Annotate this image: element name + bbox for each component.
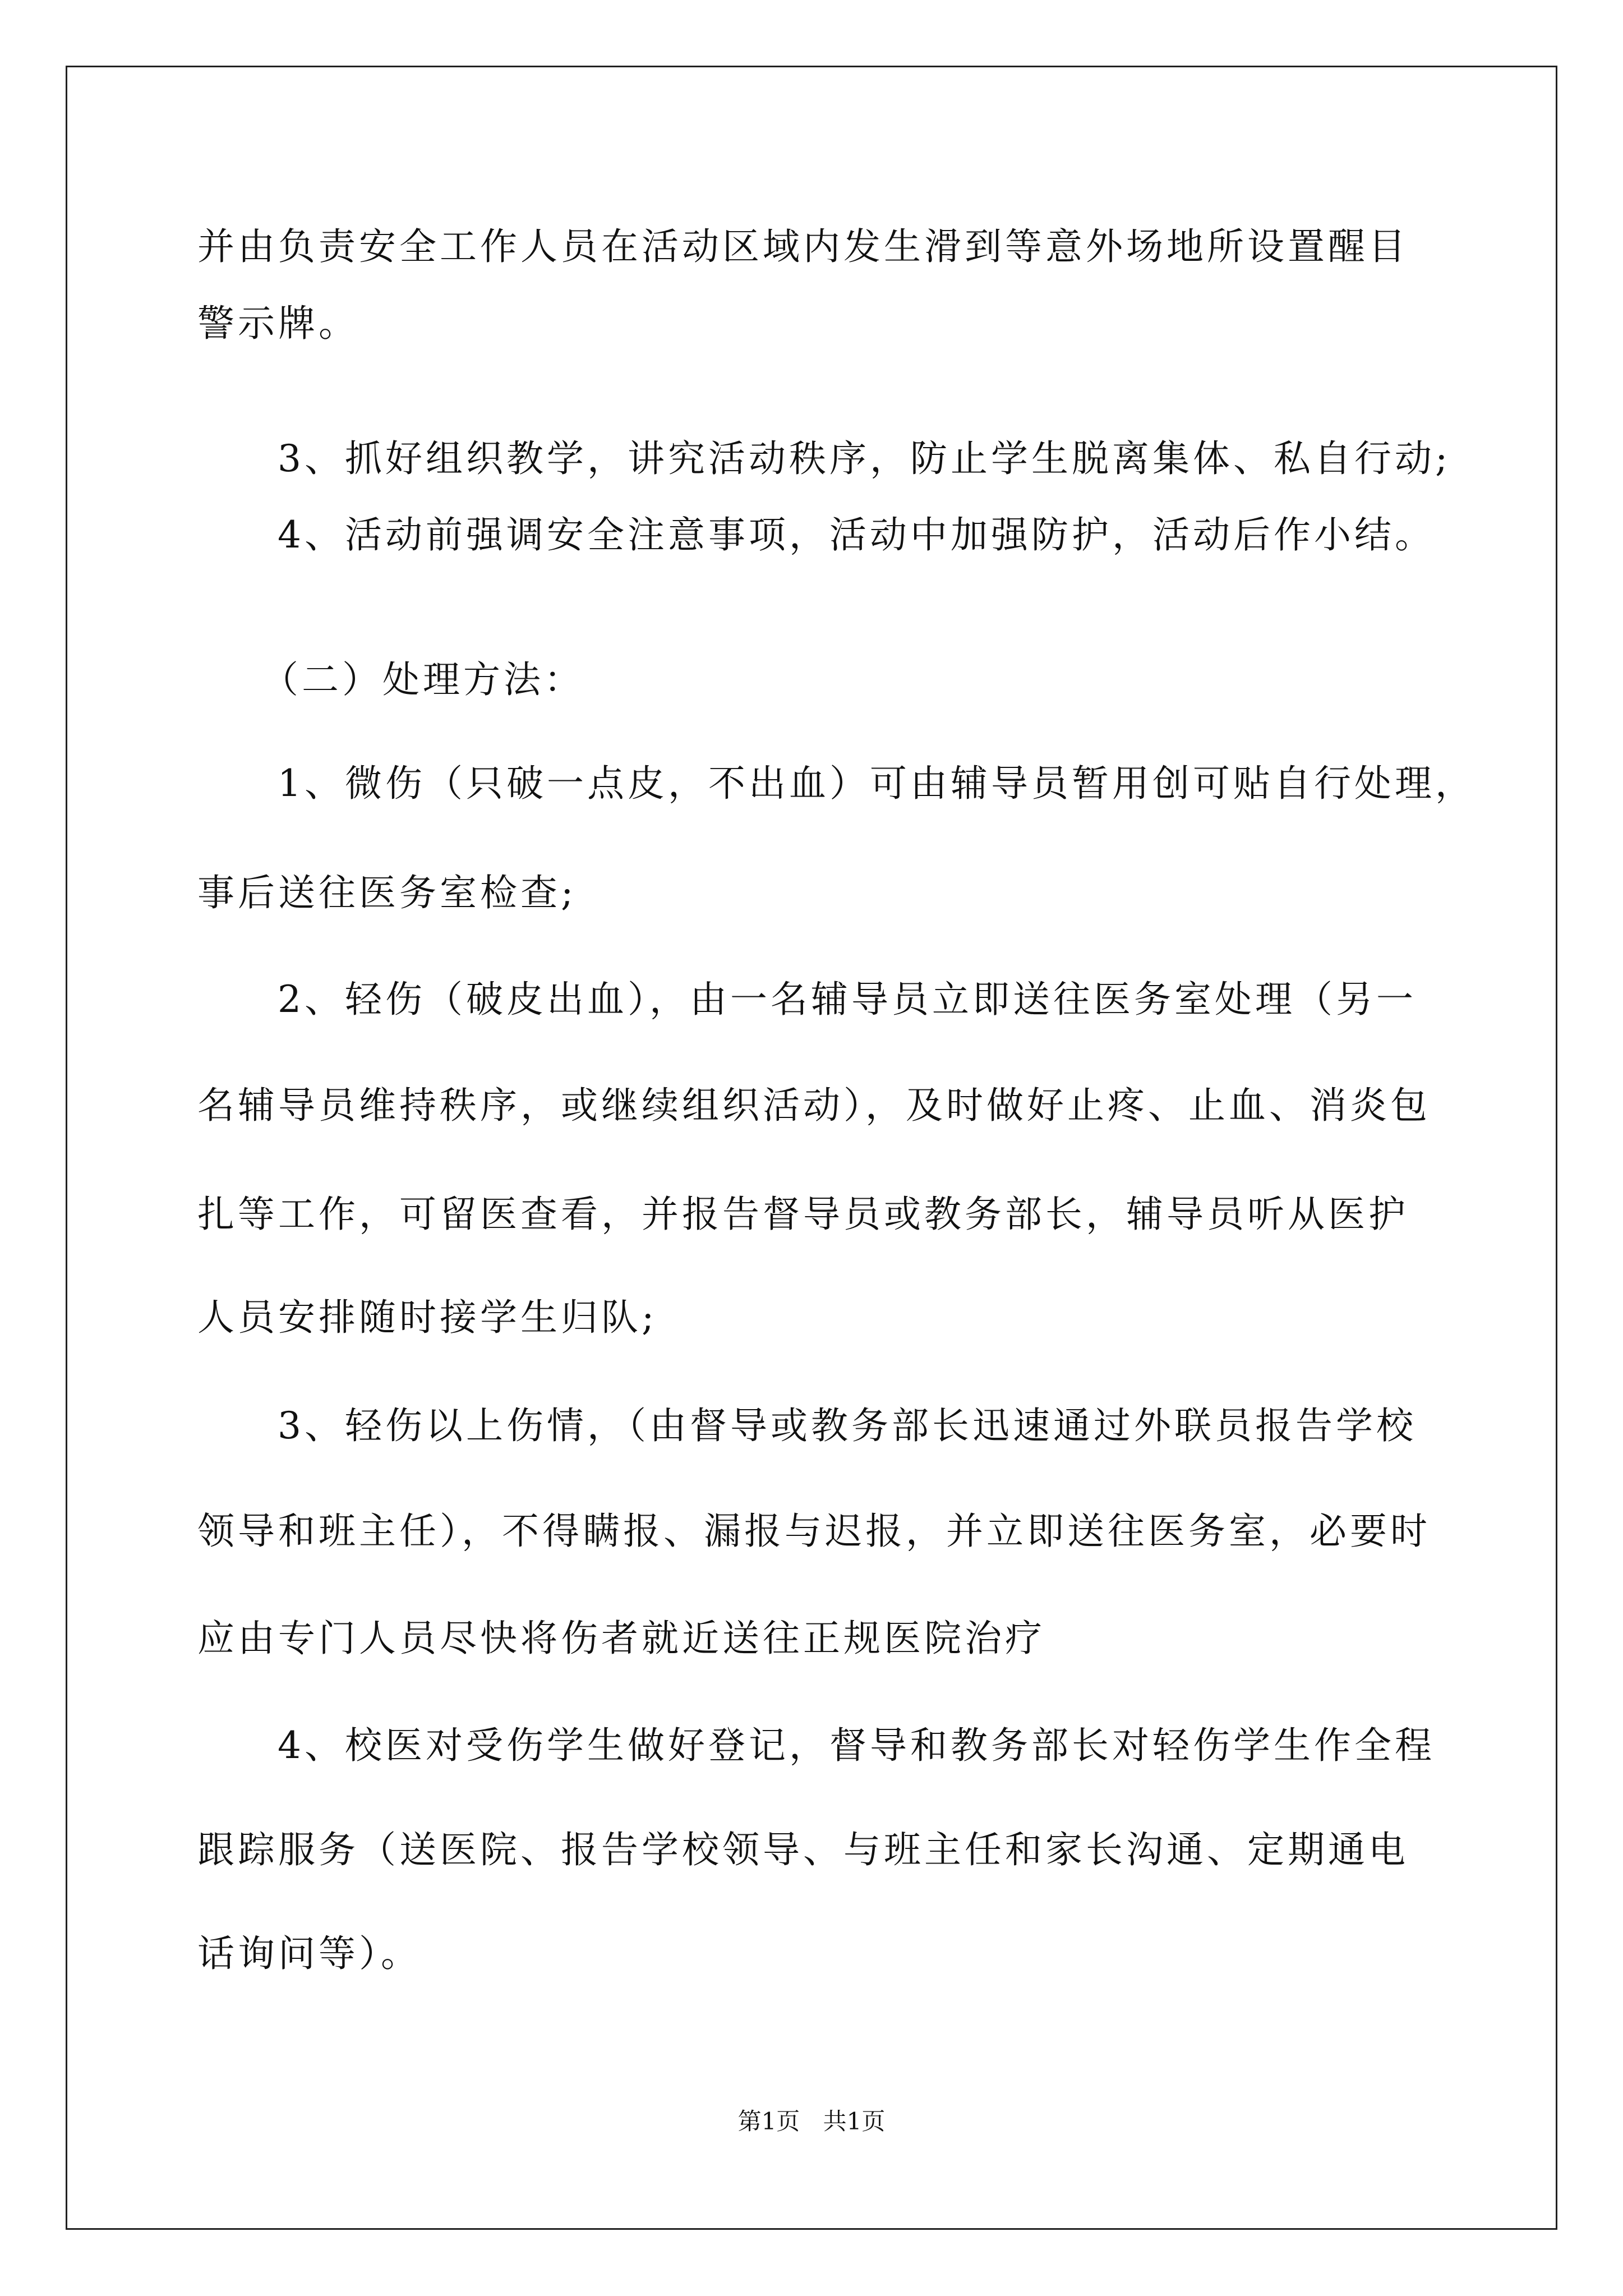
text-line-continuation: 人员安排随时接学生归队;	[197, 1296, 658, 1339]
text-line-continuation: 名辅导员维持秩序，或继续组织活动），及时做好止疼、止血、消炎包	[197, 1084, 1431, 1127]
page-total: 共1页	[823, 2108, 886, 2135]
section-heading: （二）处理方法：	[261, 658, 584, 701]
page-number: 第1页	[737, 2108, 800, 2135]
text-line-continuation: 事后送往医务室检查;	[197, 871, 577, 914]
list-item-4: 4、校医对受伤学生做好登记，督导和教务部长对轻伤学生作全程	[278, 1724, 1435, 1767]
list-item-4: 4、活动前强调安全注意事项，活动中加强防护，活动后作小结。	[278, 513, 1435, 556]
text-line-continuation: 跟踪服务（送医院、报告学校领导、与班主任和家长沟通、定期通电	[197, 1828, 1409, 1871]
page-border	[66, 66, 1557, 2230]
text-line-continuation: 领导和班主任），不得瞒报、漏报与迟报，并立即送往医务室，必要时	[197, 1510, 1431, 1553]
list-item-3: 3、抓好组织教学，讲究活动秩序，防止学生脱离集体、私自行动;	[278, 437, 1451, 480]
text-line-continuation: 并由负责安全工作人员在活动区域内发生滑到等意外场地所设置醒目	[197, 225, 1409, 268]
list-item-3: 3、轻伤以上伤情，（由督导或教务部长迅速通过外联员报告学校	[278, 1404, 1417, 1447]
list-item-2: 2、轻伤（破皮出血），由一名辅导员立即送往医务室处理（另一	[278, 978, 1417, 1021]
page-footer	[0, 2108, 1623, 2136]
text-line-continuation: 话询问等）。	[197, 1932, 421, 1975]
text-line-continuation: 扎等工作，可留医查看，并报告督导员或教务部长，辅导员听从医护	[197, 1193, 1409, 1236]
list-item-1: 1、微伤（只破一点皮，不出血）可由辅导员暂用创可贴自行处理，	[278, 762, 1476, 805]
text-line-continuation: 警示牌。	[197, 302, 359, 345]
text-line-continuation: 应由专门人员尽快将伤者就近送往正规医院治疗	[197, 1617, 1045, 1660]
